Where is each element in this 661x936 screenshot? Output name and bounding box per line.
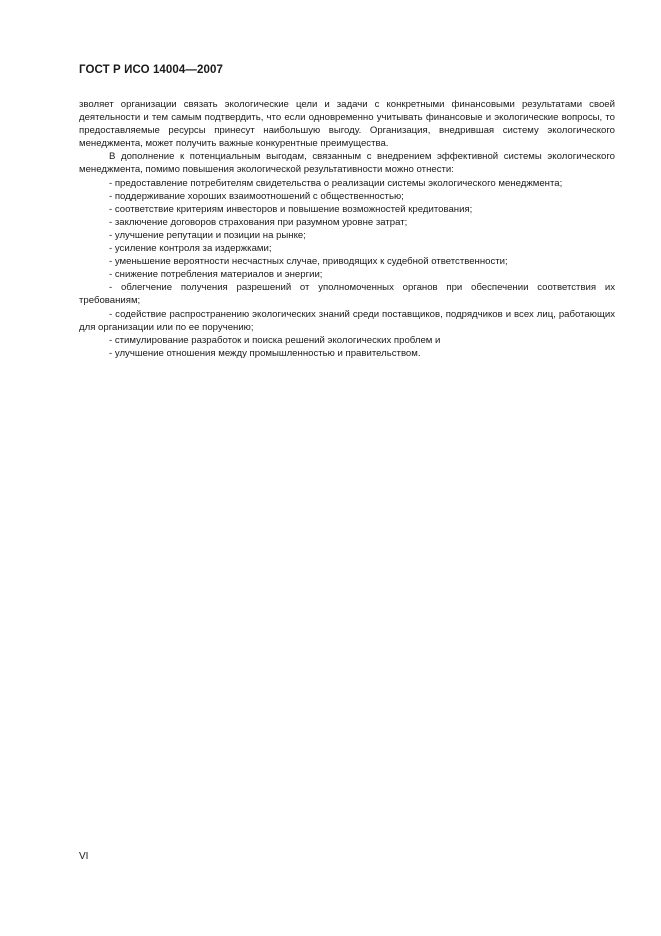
list-item: - содействие распространению экологических знаний среди поставщиков, подрядчиков и всех лиц, работающих для организации или по ее поручению;: [79, 308, 615, 333]
list-item: - облегчение получения разрешений от уполномоченных органов при обеспечении соответствия их требованиям;: [79, 282, 615, 307]
list-item: - заключение договоров страхования при разумном уровне затрат;: [109, 216, 408, 228]
paragraph: зволяет организации связать экологические цели и задачи с конкретными финансовыми результатами своей деятельности и тем самым подтвердить, что если одновременно учитывать финансовые и экологические вопросы, то предоставляемые ресурсы принесут наибольшую выгоду. Организация, внедрившая систему экологического менеджмента, может получить важные конкурентные преимущества.: [79, 99, 615, 150]
list-item: - усиление контроля за издержками;: [109, 243, 272, 255]
document-header: ГОСТ Р ИСО 14004—2007: [79, 64, 224, 76]
list-item: - снижение потребления материалов и энергии;: [109, 269, 323, 281]
document-body: [79, 98, 615, 360]
list-item: - улучшение отношения между промышленностью и правительством.: [109, 347, 421, 359]
list-item: - уменьшение вероятности несчастных случае, приводящих к судебной ответственности;: [109, 256, 508, 268]
list-item: - поддерживание хороших взаимоотношений с общественностью;: [109, 190, 404, 202]
list-item: - стимулирование разработок и поиска решений экологических проблем и: [109, 334, 441, 346]
list-item: - соответствие критериям инвесторов и повышение возможностей кредитования;: [109, 203, 473, 215]
paragraph: В дополнение к потенциальным выгодам, связанным с внедрением эффективной системы экологического менеджмента, помимо повышения экологической результативности можно отнести:: [79, 151, 615, 176]
page-number: VI: [79, 851, 89, 862]
list-item: - улучшение репутации и позиции на рынке;: [109, 229, 306, 241]
list-item: - предоставление потребителям свидетельства о реализации системы экологического менеджмента;: [109, 177, 563, 189]
